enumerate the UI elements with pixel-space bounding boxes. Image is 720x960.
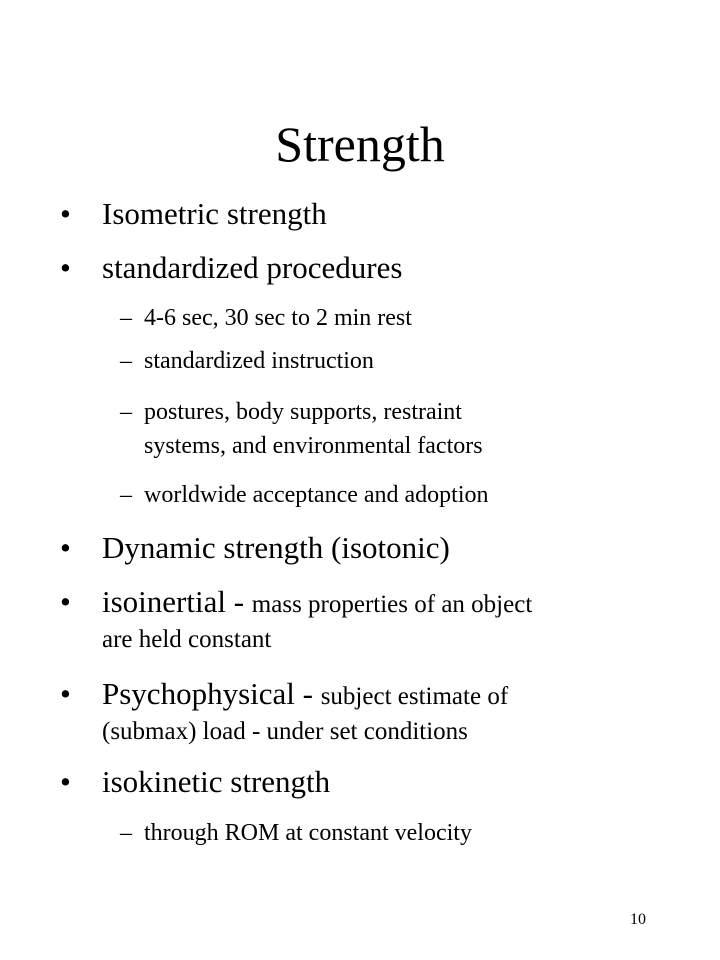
sub-bullet-text: worldwide acceptance and adoption xyxy=(144,482,489,508)
bullet-mark: • xyxy=(60,196,71,231)
bullet-text: standardized procedures xyxy=(102,250,403,285)
sub-bullet-text: standardized instruction xyxy=(144,348,374,374)
slide-title: Strength xyxy=(275,116,445,172)
bullet-text-wrap xyxy=(102,584,532,623)
bullet-mark: • xyxy=(60,250,71,285)
sub-bullet-text: through ROM at constant velocity xyxy=(144,820,472,846)
bullet-text: isoinertial - xyxy=(102,584,252,619)
bullet-mark: • xyxy=(60,764,71,799)
dash-mark: – xyxy=(120,348,132,374)
sub-bullet-continuation: systems, and environmental factors xyxy=(144,433,483,459)
dash-mark: – xyxy=(120,482,132,508)
bullet-mark: • xyxy=(60,530,71,565)
bullet-text: isokinetic strength xyxy=(102,764,331,799)
page-number: 10 xyxy=(630,911,646,928)
bullet-text-small: subject estimate of xyxy=(320,683,509,710)
bullet-mark: • xyxy=(60,584,71,619)
sub-bullet-text: 4-6 sec, 30 sec to 2 min rest xyxy=(144,305,412,331)
bullet-text: Psychophysical - xyxy=(102,676,321,711)
dash-mark: – xyxy=(120,305,132,331)
bullet-text: Isometric strength xyxy=(102,196,327,231)
dash-mark: – xyxy=(120,820,132,846)
bullet-mark: • xyxy=(60,676,71,711)
sub-bullet-text: postures, body supports, restraint xyxy=(144,399,462,425)
bullet-text: Dynamic strength (isotonic) xyxy=(102,530,450,565)
bullet-text-small: mass properties of an object xyxy=(251,591,533,618)
bullet-continuation: (submax) load - under set conditions xyxy=(102,718,468,745)
dash-mark: – xyxy=(120,399,132,425)
bullet-text-wrap xyxy=(102,676,508,715)
bullet-continuation: are held constant xyxy=(102,626,272,653)
